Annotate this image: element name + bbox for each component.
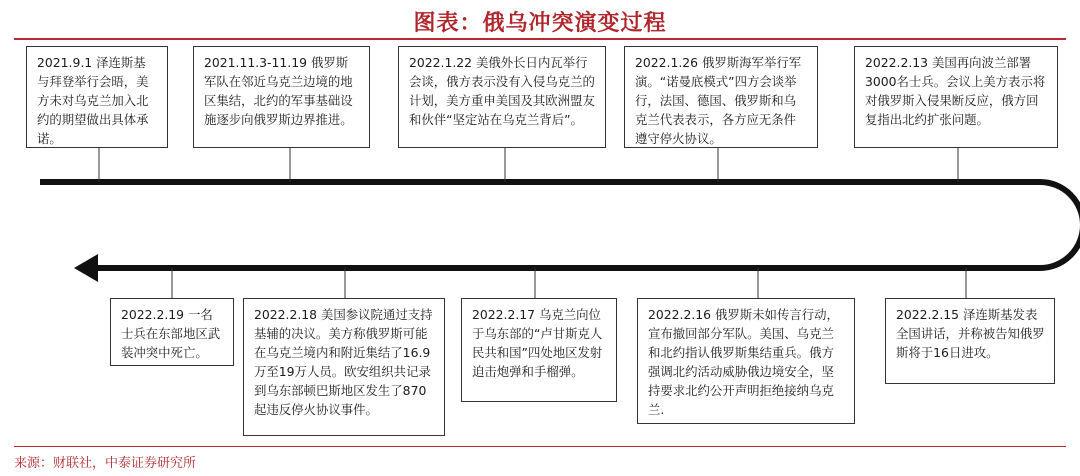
event-box-2022-2-13: 2022.2.13 美国再向波兰部署3000名士兵。会议上美方表示将对俄罗斯入侵果断反应，俄方回复指出北约扩张问题。 xyxy=(854,46,1058,148)
event-box-2022-2-15: 2022.2.15 泽连斯基发表全国讲话，并称被告知俄罗斯将于16日进攻。 xyxy=(885,298,1055,384)
event-box-2021-9-1: 2021.9.1 泽连斯基与拜登举行会晤，美方未对乌克兰加入北约的期望做出具体承诺。 xyxy=(26,46,168,148)
source-note: 来源：财联社，中泰证券研究所 xyxy=(14,456,197,471)
timeline-arrow-path xyxy=(40,182,1080,268)
footer-divider xyxy=(14,446,1066,447)
timeline-arrowhead xyxy=(74,254,98,282)
event-box-2022-2-18: 2022.2.18 美国参议院通过支持基辅的决议。美方称俄罗斯可能在乌克兰境内和附近集结了16.9万至19万人员。欧安组织共记录到乌东部顿巴斯地区发生了870起违反停火协议事件。 xyxy=(243,298,445,436)
event-box-2022-2-19: 2022.2.19 一名士兵在东部地区武装冲突中死亡。 xyxy=(110,298,234,366)
event-box-2022-2-17: 2022.2.17 乌克兰向位于乌东部的“卢甘斯克人民共和国”四处地区发射迫击炮弹和手榴弹。 xyxy=(461,298,617,402)
event-box-2021-11-3: 2021.11.3-11.19 俄罗斯军队在邻近乌克兰边境的地区集结，北约的军事基础设施逐步向俄罗斯边界推进。 xyxy=(193,46,370,148)
event-box-2022-1-22: 2022.1.22 美俄外长日内瓦举行会谈，俄方表示没有入侵乌克兰的计划，美方重申美国及其欧洲盟友和伙伴“坚定站在乌克兰背后”。 xyxy=(398,46,606,148)
event-box-2022-1-26: 2022.1.26 俄罗斯海军举行军演。“诺曼底模式”四方会谈举行，法国、德国、俄罗斯和乌克兰代表表示，各方应无条件遵守停火协议。 xyxy=(624,46,818,148)
event-box-2022-2-16: 2022.2.16 俄罗斯未如传言行动，宣布撤回部分军队。美国、乌克兰和北约指认俄罗斯集结重兵。俄方强调北约活动威胁俄边境安全，坚持要求北约公开声明拒绝接纳乌克兰. xyxy=(637,298,855,424)
chart-title: 图表：俄乌冲突演变过程 xyxy=(413,10,667,36)
